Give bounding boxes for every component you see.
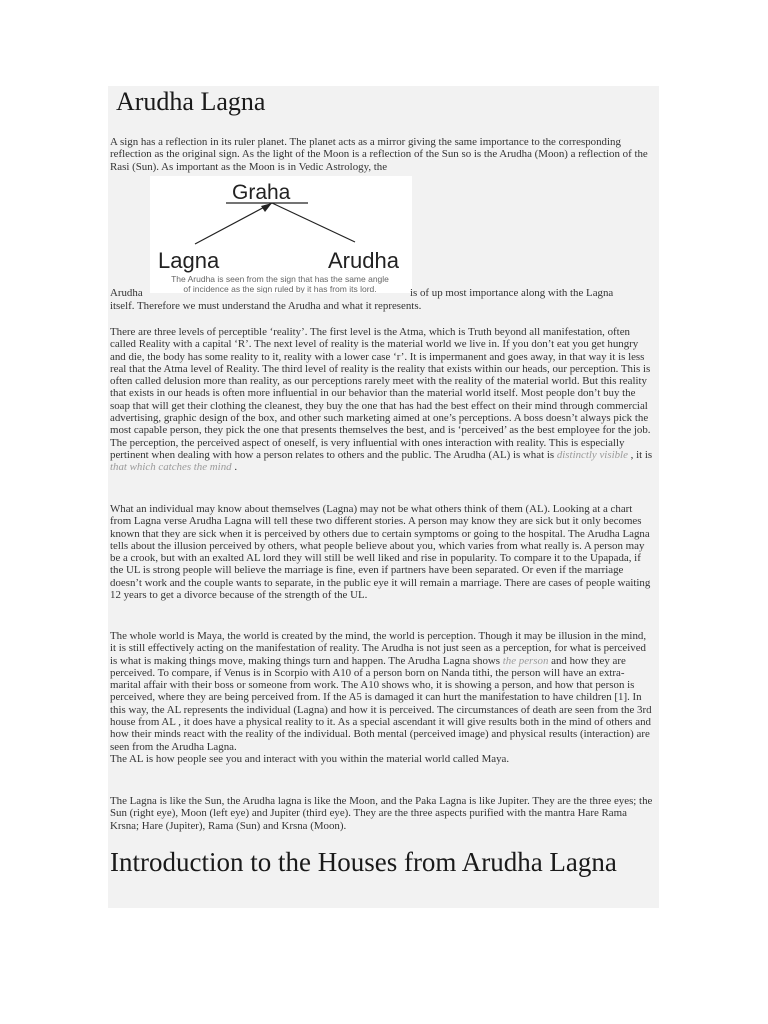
maya-text-c: The AL is how people see you and interact with you within the material world called Maya.	[110, 752, 510, 765]
caption-line-1: The Arudha is seen from the sign that has the same angle	[171, 274, 389, 284]
distinctly-visible-link[interactable]: distinctly visible	[556, 448, 628, 461]
arudha-sentence-line2: itself. Therefore we must understand the Arudha and what it represents.	[110, 300, 422, 312]
catches-the-mind-link[interactable]: that which catches the mind	[110, 461, 232, 474]
graha-label: Graha	[232, 181, 291, 204]
arrow-head	[261, 203, 272, 212]
arrow-line-right	[272, 203, 355, 242]
lagna-label: Lagna	[158, 248, 220, 273]
reality-text-mid: , it is	[630, 448, 653, 461]
graha-diagram	[150, 176, 412, 293]
the-person-link[interactable]: the person	[502, 654, 549, 667]
arudha-label: Arudha	[328, 248, 399, 273]
reality-text: There are three levels of perceptible ‘reality’. The first level is the Atma, which is Truth beyond all manifestation, often called Reality with a capital ‘R’. The next level of reality is the material world we live in. If you don’t eat you get hungry and die, the body has some reality to it, reality with a lower case ‘r’. It is impermanent and goes away, in that way it is less real that the Atma level of Reality. The third level of reality is the reality that exists within our heads, our perception. This is often called delusion more than reality, as our perceptions rarely meet with the reality of the material world. But this reality that exists in our heads is often more influential in our behavior than the material world itself. Most people don’t buy the soap that will get their clothing the cleanest, they buy the one that has had the best effect on their mind through commercial advertising, graphic design of the box, and other such marketing aimed at one’s perceptions. A boss doesn’t always pick the most capable person, they pick the one that presents themselves the best, and is ‘perceived’ as the best employee for the job. The perception, the perceived aspect of oneself, is very influential with ones interaction with reality. This is especially pertinent when dealing with how a person relates to others and the public. The Arudha (AL) is what is	[110, 326, 651, 461]
maya-text-b: and how they are perceived. To compare, if Venus is in Scorpio with A10 of a person born on Nanda tithi, the person will have an extra-marital affair with their boss or someone from work. The A10 shows who, it is showing a person, and how that person is perceived, where they are being perceived from. If the A5 is damaged it can hurt the manifestation to have children [1]. In this way, the AL represents the individual (Lagna) and how it is perceived. The circumstances of death are seen from the 3rd house from AL , it does have a physical reality to it. As a special ascendant it will give results both in the mind of others and how their minds react with the reality of the individual. Both mental (perceived image) and physical results (interaction) are seen from the Arudha Lagna.	[110, 654, 652, 753]
maya-text-a: The whole world is Maya, the world is created by the mind, the world is perception. Though it may be illusion in the mind, it is still effectively acting on the manifestation of reality. The Arudha is not just seen as a perception, for what is perceived is what is making things move, making things turn and happen. The Arudha Lagna shows	[110, 630, 647, 667]
three-eyes-paragraph: The Lagna is like the Sun, the Arudha lagna is like the Moon, and the Paka Lagna is like Jupiter. They are the three eyes; the Sun (right eye), Moon (left eye) and Jupiter (third eye). They are the three aspects purified with the mantra Hare Rama Krsna; Hare (Jupiter), Rama (Sun) and Krsna (Moon).	[110, 795, 653, 832]
perception-paragraph: What an individual may know about themselves (Lagna) may not be what others think of them (AL). Looking at a chart from Lagna verse Arudha Lagna will tell these two different stories. A person may know they are sick but it only becomes known that they are sick when it is perceived by others due to certain symptoms or going to the hospital. The Arudha Lagna tells about the illusion perceived by others, what people believe about you, which varies from what really is. A person may be a crook, but with an exalted AL lord they will still be well liked and rise in popularity. To compare it to the Upapada, if the UL is strong people will believe the marriage is fine, even if partners have been separated. Or even if the marriage doesn’t work and the couple wants to separate, in the public eye it will remain a marriage. There are cases of people waiting 12 years to get a divorce because of the strength of the UL.	[110, 503, 651, 602]
reality-paragraph	[110, 326, 654, 474]
section-heading: Introduction to the Houses from Arudha Lagna	[110, 847, 617, 877]
intro-paragraph: A sign has a reflection in its ruler planet. The planet acts as a mirror giving the same importance to the corresponding reflection as the original sign. As the light of the Moon is a reflection of the Sun so is the Arudha (Moon) a reflection of the Rasi (Sun). As important as the Moon is in Vedic Astrology, the	[110, 136, 648, 173]
arudha-sentence-rest: is of up most importance along with the Lagna	[410, 287, 614, 299]
arrow-line-left	[195, 203, 272, 244]
page-title: Arudha Lagna	[116, 87, 266, 116]
caption-line-2: of incidence as the sign ruled by it has from its lord.	[183, 284, 377, 293]
maya-paragraph	[110, 630, 654, 765]
arudha-word: Arudha	[110, 287, 143, 299]
reality-text-end: .	[234, 461, 238, 474]
